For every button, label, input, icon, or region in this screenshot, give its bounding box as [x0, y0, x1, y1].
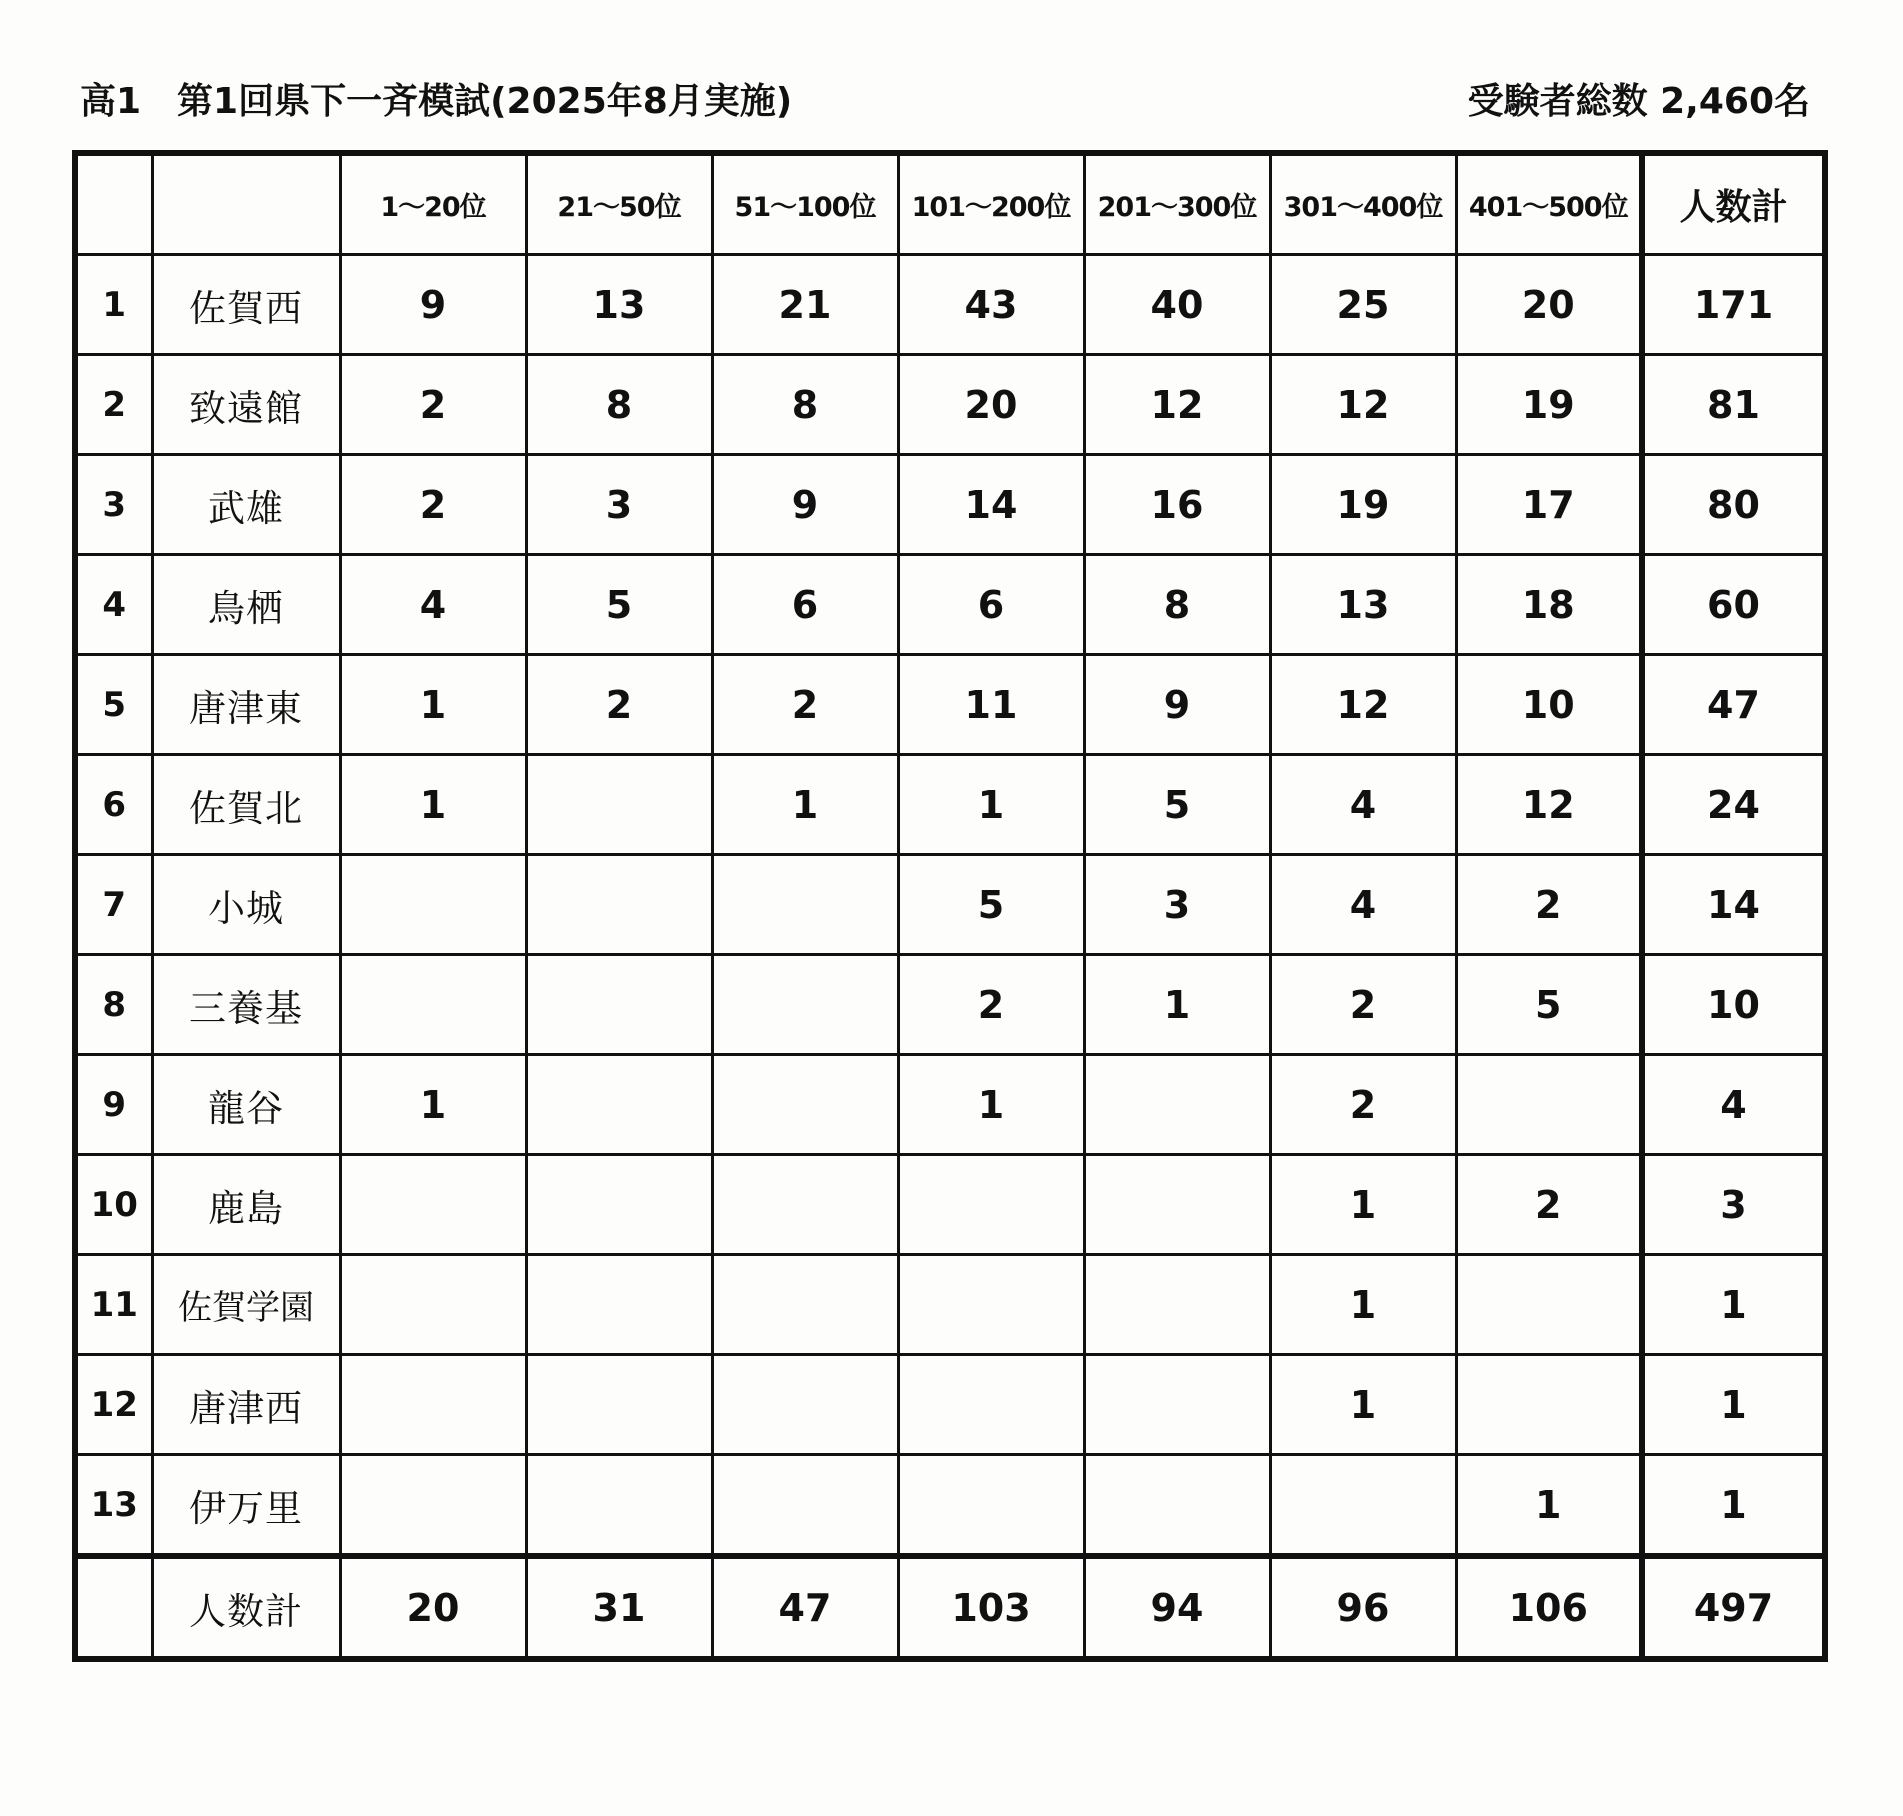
rank-cell: 9 [75, 1055, 152, 1155]
table-row [75, 655, 1825, 755]
count-cell: 1 [1270, 1355, 1456, 1455]
count-cell: 2 [1270, 1055, 1456, 1155]
row-total-cell: 14 [1642, 855, 1825, 955]
count-cell [1084, 1455, 1270, 1557]
table-row [75, 1055, 1825, 1155]
row-total-cell: 60 [1642, 555, 1825, 655]
count-cell [526, 1255, 712, 1355]
count-cell [898, 1255, 1084, 1355]
count-cell: 11 [898, 655, 1084, 755]
table-row [75, 1255, 1825, 1355]
count-cell [526, 955, 712, 1055]
count-cell: 8 [1084, 555, 1270, 655]
count-cell [340, 955, 526, 1055]
count-cell [712, 955, 898, 1055]
row-total-cell: 1 [1642, 1455, 1825, 1557]
summary-count-cell: 20 [340, 1556, 526, 1659]
table-row [75, 755, 1825, 855]
count-cell: 2 [340, 355, 526, 455]
school-name-cell: 唐津西 [152, 1355, 340, 1455]
count-cell: 12 [1084, 355, 1270, 455]
count-cell: 2 [1456, 855, 1642, 955]
document-title: 高1 第1回県下一斉模試(2025年8月実施) [80, 81, 793, 122]
count-cell [340, 1355, 526, 1455]
count-cell [712, 1255, 898, 1355]
row-total-cell: 1 [1642, 1355, 1825, 1455]
count-cell: 1 [340, 755, 526, 855]
header-range-1-20: 1～20位 [340, 153, 526, 255]
header-range-21-50: 21～50位 [526, 153, 712, 255]
count-cell: 1 [1270, 1255, 1456, 1355]
count-cell: 4 [1270, 855, 1456, 955]
count-cell: 19 [1270, 455, 1456, 555]
results-body [75, 255, 1825, 1660]
count-cell: 20 [1456, 255, 1642, 355]
count-cell [1270, 1455, 1456, 1557]
school-name-cell: 伊万里 [152, 1455, 340, 1557]
count-cell [898, 1355, 1084, 1455]
count-cell: 14 [898, 455, 1084, 555]
summary-count-cell: 47 [712, 1556, 898, 1659]
count-cell: 3 [526, 455, 712, 555]
summary-count-cell: 31 [526, 1556, 712, 1659]
count-cell: 21 [712, 255, 898, 355]
table-header-row [75, 153, 1825, 255]
summary-label-cell: 人数計 [152, 1556, 340, 1659]
count-cell: 1 [1270, 1155, 1456, 1255]
summary-count-cell: 94 [1084, 1556, 1270, 1659]
count-cell [1456, 1055, 1642, 1155]
count-cell: 2 [712, 655, 898, 755]
count-cell [898, 1455, 1084, 1557]
count-cell: 5 [898, 855, 1084, 955]
table-row [75, 555, 1825, 655]
summary-row [75, 1556, 1825, 1659]
header-range-401-500: 401～500位 [1456, 153, 1642, 255]
count-cell: 12 [1270, 655, 1456, 755]
header-range-51-100: 51～100位 [712, 153, 898, 255]
table-row [75, 455, 1825, 555]
count-cell: 13 [1270, 555, 1456, 655]
results-table [72, 150, 1828, 1662]
school-name-cell: 佐賀学園 [152, 1255, 340, 1355]
count-cell: 2 [526, 655, 712, 755]
count-cell [1084, 1055, 1270, 1155]
count-cell [340, 1255, 526, 1355]
rank-cell: 12 [75, 1355, 152, 1455]
count-cell [712, 1055, 898, 1155]
rank-cell: 3 [75, 455, 152, 555]
summary-rank-cell [75, 1556, 152, 1659]
count-cell [526, 755, 712, 855]
school-name-cell: 唐津東 [152, 655, 340, 755]
count-cell: 8 [526, 355, 712, 455]
count-cell: 9 [1084, 655, 1270, 755]
table-row [75, 1455, 1825, 1557]
grand-total-cell: 497 [1642, 1556, 1825, 1659]
count-cell: 19 [1456, 355, 1642, 455]
count-cell: 10 [1456, 655, 1642, 755]
header-range-301-400: 301～400位 [1270, 153, 1456, 255]
row-total-cell: 171 [1642, 255, 1825, 355]
count-cell: 1 [340, 1055, 526, 1155]
rank-cell: 4 [75, 555, 152, 655]
count-cell [340, 1455, 526, 1557]
row-total-cell: 4 [1642, 1055, 1825, 1155]
school-name-cell: 小城 [152, 855, 340, 955]
count-cell [1084, 1355, 1270, 1455]
header-range-201-300: 201～300位 [1084, 153, 1270, 255]
header-range-101-200: 101～200位 [898, 153, 1084, 255]
school-name-cell: 鳥栖 [152, 555, 340, 655]
count-cell: 18 [1456, 555, 1642, 655]
count-cell [340, 855, 526, 955]
count-cell: 13 [526, 255, 712, 355]
rank-cell: 7 [75, 855, 152, 955]
count-cell [340, 1155, 526, 1255]
count-cell: 8 [712, 355, 898, 455]
school-name-cell: 三養基 [152, 955, 340, 1055]
table-row [75, 355, 1825, 455]
count-cell: 9 [712, 455, 898, 555]
rank-cell: 1 [75, 255, 152, 355]
count-cell [526, 1455, 712, 1557]
row-total-cell: 81 [1642, 355, 1825, 455]
count-cell: 16 [1084, 455, 1270, 555]
table-row [75, 1155, 1825, 1255]
count-cell: 25 [1270, 255, 1456, 355]
rank-cell: 13 [75, 1455, 152, 1557]
count-cell: 1 [898, 1055, 1084, 1155]
count-cell [526, 855, 712, 955]
count-cell: 5 [1084, 755, 1270, 855]
count-cell: 1 [340, 655, 526, 755]
count-cell: 4 [340, 555, 526, 655]
count-cell [1084, 1155, 1270, 1255]
row-total-cell: 24 [1642, 755, 1825, 855]
count-cell [526, 1055, 712, 1155]
header-rank-cell [75, 153, 152, 255]
row-total-cell: 80 [1642, 455, 1825, 555]
summary-count-cell: 103 [898, 1556, 1084, 1659]
count-cell: 9 [340, 255, 526, 355]
count-cell [526, 1355, 712, 1455]
rank-cell: 8 [75, 955, 152, 1055]
count-cell: 1 [1084, 955, 1270, 1055]
row-total-cell: 3 [1642, 1155, 1825, 1255]
count-cell [712, 1355, 898, 1455]
document-header [80, 72, 1810, 132]
summary-count-cell: 106 [1456, 1556, 1642, 1659]
count-cell [1456, 1355, 1642, 1455]
row-total-cell: 1 [1642, 1255, 1825, 1355]
count-cell: 1 [1456, 1455, 1642, 1557]
count-cell: 2 [1456, 1155, 1642, 1255]
header-school-cell [152, 153, 340, 255]
total-examinees: 受験者総数 2,460名 [1467, 81, 1810, 122]
count-cell: 2 [1270, 955, 1456, 1055]
summary-count-cell: 96 [1270, 1556, 1456, 1659]
count-cell [526, 1155, 712, 1255]
count-cell: 5 [526, 555, 712, 655]
table-row [75, 855, 1825, 955]
count-cell: 2 [340, 455, 526, 555]
table-row [75, 255, 1825, 355]
count-cell: 5 [1456, 955, 1642, 1055]
count-cell: 12 [1456, 755, 1642, 855]
count-cell: 6 [712, 555, 898, 655]
count-cell: 2 [898, 955, 1084, 1055]
school-name-cell: 武雄 [152, 455, 340, 555]
count-cell: 17 [1456, 455, 1642, 555]
count-cell: 4 [1270, 755, 1456, 855]
count-cell: 43 [898, 255, 1084, 355]
count-cell [1084, 1255, 1270, 1355]
row-total-cell: 47 [1642, 655, 1825, 755]
count-cell: 3 [1084, 855, 1270, 955]
count-cell [712, 855, 898, 955]
count-cell [898, 1155, 1084, 1255]
count-cell: 12 [1270, 355, 1456, 455]
header-total: 人数計 [1642, 153, 1825, 255]
school-name-cell: 致遠館 [152, 355, 340, 455]
school-name-cell: 鹿島 [152, 1155, 340, 1255]
school-name-cell: 佐賀西 [152, 255, 340, 355]
count-cell: 1 [898, 755, 1084, 855]
count-cell [712, 1155, 898, 1255]
table-row [75, 1355, 1825, 1455]
count-cell: 1 [712, 755, 898, 855]
count-cell: 40 [1084, 255, 1270, 355]
rank-cell: 6 [75, 755, 152, 855]
count-cell: 6 [898, 555, 1084, 655]
school-name-cell: 佐賀北 [152, 755, 340, 855]
count-cell [712, 1455, 898, 1557]
count-cell [1456, 1255, 1642, 1355]
school-name-cell: 龍谷 [152, 1055, 340, 1155]
row-total-cell: 10 [1642, 955, 1825, 1055]
rank-cell: 2 [75, 355, 152, 455]
rank-cell: 11 [75, 1255, 152, 1355]
rank-cell: 5 [75, 655, 152, 755]
table-row [75, 955, 1825, 1055]
rank-cell: 10 [75, 1155, 152, 1255]
count-cell: 20 [898, 355, 1084, 455]
